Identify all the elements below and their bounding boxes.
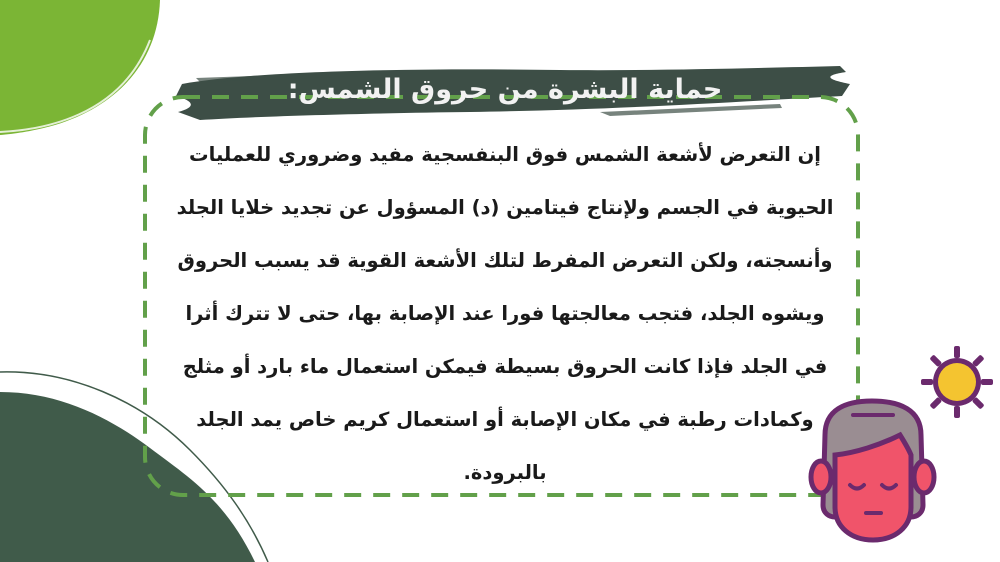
body-paragraph: إن التعرض لأشعة الشمس فوق البنفسجية مفيد وضروري للعمليات الحيوية في الجسم ولإنتاج فيتامين (د) المسؤول عن تجديد خلايا الجلد وأنسجته، ولكن التعرض المفرط لتلك الأشعة القوية قد يسبب الحروق ويشوه الجلد، فتجب معالجتها فورا عند الإصابة بها، حتى لا تترك أثرا في الجلد فإذا كانت الحروق بسيطة فيمكن استعمال ماء بارد أو مثلج وكمادات رطبة في مكان الإصابة أو استعمال كريم خاص يمد الجلد بالبرودة. bbox=[176, 143, 834, 484]
sunburned-face-icon bbox=[805, 395, 940, 545]
page-title: حماية البشرة من حروق الشمس: bbox=[287, 74, 723, 105]
